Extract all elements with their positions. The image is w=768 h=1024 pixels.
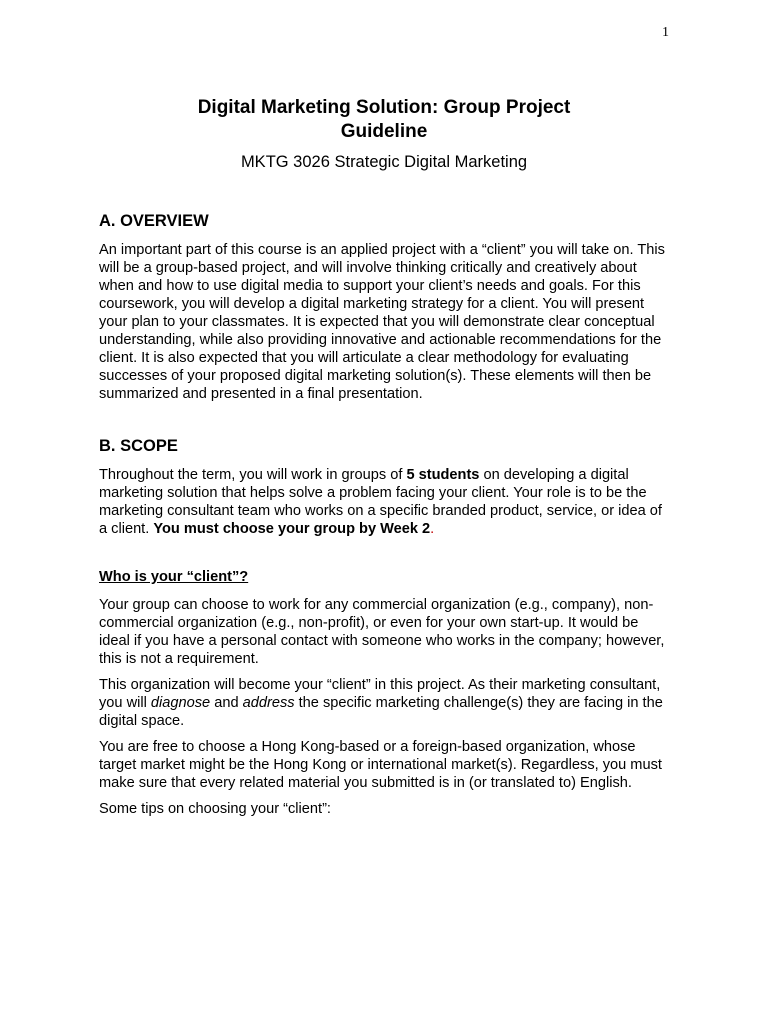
client-paragraph-3: You are free to choose a Hong Kong-based or a foreign-based organization, whose target market might be the Hong Kong or international market(s). Regardless, you must make sure that every related material you submitted is in (or translated to) English.: [99, 739, 662, 791]
title-line-2: Guideline: [340, 121, 428, 142]
scope-text-1: Throughout the term, you will work in groups of: [99, 467, 407, 483]
title-line-1: Digital Marketing Solution: Group Project: [197, 97, 571, 118]
overview-heading: A. OVERVIEW: [99, 212, 209, 230]
client-heading: Who is your “client”?: [99, 569, 249, 585]
scope-deadline: You must choose your group by Week 2: [153, 521, 431, 537]
client-paragraph-1: Your group can choose to work for any commercial organization (e.g., company), non-commercial organization (e.g., non-profit), or even for your own start-up. It would be ideal if you have a personal contact with someone who works in the company; however, this is not a requirement.: [99, 597, 665, 667]
scope-paragraph: [99, 466, 669, 538]
client-p2-text-3: the specific marketing challenge(s) they are facing in the digital space.: [99, 695, 663, 729]
client-paragraph-4: Some tips on choosing your “client”:: [99, 801, 331, 817]
client-p2-address: address: [242, 695, 295, 711]
scope-section: [99, 435, 669, 538]
scope-period: .: [430, 521, 435, 537]
page-number: 1: [662, 25, 669, 40]
client-p2-text-1: This organization will become your “client” in this project. As their marketing consultant, you will: [99, 677, 661, 711]
scope-heading: B. SCOPE: [99, 437, 178, 455]
overview-paragraph: An important part of this course is an applied project with a “client” you will take on. This will be a group-based project, and will involve thinking critically and creatively about when and how to use digital media to support your client’s needs and goals. For this coursework, you will develop a digital marketing strategy for a client. You will present your plan to your classmates. It is expected that you will demonstrate clear conceptual understanding, while also providing innovative and actionable recommendations for the client. It is also expected that you will articulate a clear methodology for evaluating successes of your proposed digital marketing solution(s). These elements will then be summarized and presented in a final presentation.: [99, 242, 665, 402]
document-subtitle: MKTG 3026 Strategic Digital Marketing: [240, 153, 528, 171]
client-section: [99, 568, 669, 818]
scope-group-size: 5 students: [406, 467, 480, 483]
client-p2-text-2: and: [210, 695, 243, 711]
client-p2-diagnose: diagnose: [150, 695, 211, 711]
client-paragraph-2: [99, 676, 669, 730]
scope-text-2: on developing a digital marketing solution that helps solve a problem facing your client. Your role is to be the marketing consultant team who works on a specific branded product, service, or idea of a client.: [99, 467, 662, 537]
overview-section: [99, 210, 669, 403]
document-body: [99, 210, 669, 826]
document-title: [99, 96, 669, 144]
